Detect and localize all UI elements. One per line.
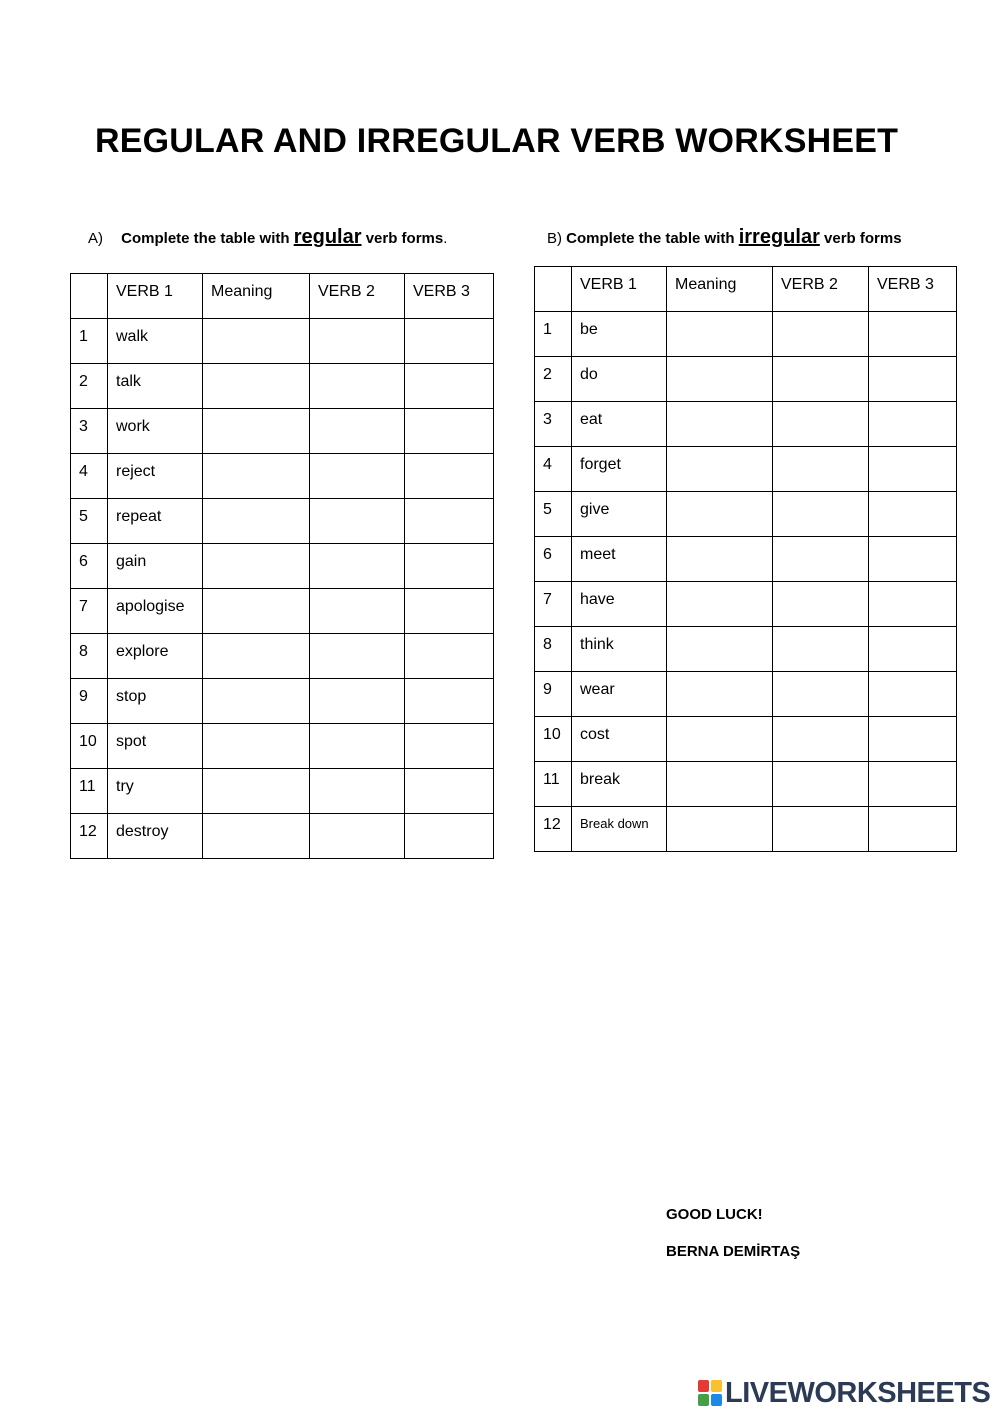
table-row <box>71 679 494 724</box>
meaning-answer-cell[interactable] <box>667 717 773 762</box>
verb2-answer-cell[interactable] <box>773 762 869 807</box>
meaning-answer-cell[interactable] <box>203 634 310 679</box>
section_b-header-number <box>535 267 572 312</box>
section_a-header-verb1: VERB 1 <box>108 274 203 319</box>
section_a-header-row <box>71 274 494 319</box>
verb3-answer-cell[interactable] <box>869 447 957 492</box>
table-row <box>535 627 957 672</box>
section_b-header-verb2: VERB 2 <box>773 267 869 312</box>
verb2-answer-cell[interactable] <box>773 447 869 492</box>
verb3-answer-cell[interactable] <box>405 724 494 769</box>
section_b-header-verb1: VERB 1 <box>572 267 667 312</box>
verb1-cell: have <box>572 582 667 627</box>
table-row <box>535 762 957 807</box>
table-row <box>535 447 957 492</box>
meaning-answer-cell[interactable] <box>667 447 773 492</box>
verb1-cell: try <box>108 769 203 814</box>
verb2-answer-cell[interactable] <box>310 724 405 769</box>
row-number: 9 <box>71 679 108 724</box>
verb1-cell: forget <box>572 447 667 492</box>
verb1-cell: break <box>572 762 667 807</box>
meaning-answer-cell[interactable] <box>667 627 773 672</box>
instruction-b-prefix: B) <box>547 230 562 247</box>
verb3-answer-cell[interactable] <box>405 814 494 859</box>
instruction-a-period: . <box>443 230 448 247</box>
table-row <box>535 807 957 852</box>
instruction-a-prefix: A) <box>88 230 103 247</box>
row-number: 10 <box>535 717 572 762</box>
section_b-header-verb3: VERB 3 <box>869 267 957 312</box>
table-row <box>535 582 957 627</box>
verb1-cell: stop <box>108 679 203 724</box>
verb1-cell: wear <box>572 672 667 717</box>
verb3-answer-cell[interactable] <box>869 492 957 537</box>
meaning-answer-cell[interactable] <box>667 807 773 852</box>
meaning-answer-cell[interactable] <box>667 357 773 402</box>
verb3-answer-cell[interactable] <box>869 357 957 402</box>
row-number: 3 <box>535 402 572 447</box>
verb3-answer-cell[interactable] <box>405 409 494 454</box>
table-row <box>535 537 957 582</box>
verb1-cell: be <box>572 312 667 357</box>
verb3-answer-cell[interactable] <box>405 589 494 634</box>
table-row <box>535 717 957 762</box>
instruction-a <box>88 226 447 249</box>
meaning-answer-cell[interactable] <box>203 724 310 769</box>
verb1-cell: give <box>572 492 667 537</box>
verb2-answer-cell[interactable] <box>310 769 405 814</box>
row-number: 6 <box>535 537 572 582</box>
verb3-answer-cell[interactable] <box>405 679 494 724</box>
verb3-answer-cell[interactable] <box>869 807 957 852</box>
instruction-a-keyword: regular <box>293 226 362 248</box>
verb1-cell: explore <box>108 634 203 679</box>
verb3-answer-cell[interactable] <box>405 454 494 499</box>
row-number: 9 <box>535 672 572 717</box>
verb3-answer-cell[interactable] <box>869 717 957 762</box>
meaning-answer-cell[interactable] <box>203 814 310 859</box>
verb2-answer-cell[interactable] <box>310 499 405 544</box>
instruction-b-text: Complete the table with <box>566 230 735 247</box>
meaning-answer-cell[interactable] <box>667 402 773 447</box>
verb1-cell: Break down <box>572 807 667 852</box>
verb2-answer-cell[interactable] <box>310 589 405 634</box>
verb1-cell: apologise <box>108 589 203 634</box>
verb1-cell: walk <box>108 319 203 364</box>
verb3-answer-cell[interactable] <box>869 762 957 807</box>
row-number: 1 <box>71 319 108 364</box>
table-row <box>535 312 957 357</box>
row-number: 11 <box>535 762 572 807</box>
table-row <box>535 402 957 447</box>
row-number: 4 <box>535 447 572 492</box>
verb2-answer-cell[interactable] <box>310 634 405 679</box>
verb3-answer-cell[interactable] <box>869 312 957 357</box>
verb2-answer-cell[interactable] <box>773 807 869 852</box>
meaning-answer-cell[interactable] <box>203 364 310 409</box>
instruction-b-keyword: irregular <box>738 226 820 248</box>
table-row <box>535 492 957 537</box>
row-number: 1 <box>535 312 572 357</box>
verb2-answer-cell[interactable] <box>310 679 405 724</box>
instruction-b <box>547 226 902 249</box>
row-number: 2 <box>535 357 572 402</box>
verb1-cell: think <box>572 627 667 672</box>
instruction-a-suffix: verb forms <box>365 230 444 247</box>
table-row <box>71 814 494 859</box>
table-row <box>71 409 494 454</box>
verb2-answer-cell[interactable] <box>773 672 869 717</box>
verb2-answer-cell[interactable] <box>773 537 869 582</box>
author-name: BERNA DEMİRTAŞ <box>666 1243 801 1260</box>
verb1-cell: destroy <box>108 814 203 859</box>
verb1-cell: do <box>572 357 667 402</box>
row-number: 12 <box>71 814 108 859</box>
table-row <box>71 364 494 409</box>
row-number: 8 <box>71 634 108 679</box>
meaning-answer-cell[interactable] <box>667 582 773 627</box>
meaning-answer-cell[interactable] <box>667 492 773 537</box>
meaning-answer-cell[interactable] <box>667 672 773 717</box>
row-number: 5 <box>535 492 572 537</box>
table-row <box>71 319 494 364</box>
verb3-answer-cell[interactable] <box>869 582 957 627</box>
verb1-cell: gain <box>108 544 203 589</box>
table-row <box>71 589 494 634</box>
table-row <box>71 769 494 814</box>
section_b-header-meaning: Meaning <box>667 267 773 312</box>
row-number: 8 <box>535 627 572 672</box>
verb2-answer-cell[interactable] <box>773 402 869 447</box>
verb3-answer-cell[interactable] <box>405 319 494 364</box>
table-row <box>71 634 494 679</box>
verb1-cell: cost <box>572 717 667 762</box>
good-luck-text: GOOD LUCK! <box>666 1206 763 1223</box>
table-row <box>71 724 494 769</box>
verb2-answer-cell[interactable] <box>310 814 405 859</box>
verb2-answer-cell[interactable] <box>310 544 405 589</box>
row-number: 11 <box>71 769 108 814</box>
verb3-answer-cell[interactable] <box>405 634 494 679</box>
row-number: 4 <box>71 454 108 499</box>
meaning-answer-cell[interactable] <box>203 769 310 814</box>
verb2-answer-cell[interactable] <box>310 319 405 364</box>
verb2-answer-cell[interactable] <box>773 627 869 672</box>
verb1-cell: meet <box>572 537 667 582</box>
liveworksheets-brand[interactable] <box>698 1376 990 1410</box>
regular-verb-table <box>70 273 494 859</box>
table-row <box>535 357 957 402</box>
verb3-answer-cell[interactable] <box>405 544 494 589</box>
verb1-cell: eat <box>572 402 667 447</box>
meaning-answer-cell[interactable] <box>667 537 773 582</box>
liveworksheets-wordmark: LIVEWORKSHEETS <box>725 1376 991 1409</box>
row-number: 3 <box>71 409 108 454</box>
worksheet-title: REGULAR AND IRREGULAR VERB WORKSHEET <box>95 122 899 160</box>
verb3-answer-cell[interactable] <box>405 769 494 814</box>
meaning-answer-cell[interactable] <box>203 499 310 544</box>
verb3-answer-cell[interactable] <box>869 537 957 582</box>
verb2-answer-cell[interactable] <box>773 582 869 627</box>
section_b-header-row <box>535 267 957 312</box>
meaning-answer-cell[interactable] <box>667 762 773 807</box>
meaning-answer-cell[interactable] <box>203 679 310 724</box>
verb1-cell: talk <box>108 364 203 409</box>
verb2-answer-cell[interactable] <box>773 717 869 762</box>
row-number: 2 <box>71 364 108 409</box>
table-row <box>535 672 957 717</box>
verb2-answer-cell[interactable] <box>773 357 869 402</box>
row-number: 12 <box>535 807 572 852</box>
table-row <box>71 499 494 544</box>
row-number: 7 <box>71 589 108 634</box>
meaning-answer-cell[interactable] <box>203 544 310 589</box>
verb2-answer-cell[interactable] <box>310 409 405 454</box>
verb1-cell: repeat <box>108 499 203 544</box>
table-row <box>71 454 494 499</box>
liveworksheets-logo-icon <box>698 1380 722 1406</box>
section_a-header-verb2: VERB 2 <box>310 274 405 319</box>
verb3-answer-cell[interactable] <box>869 672 957 717</box>
verb2-answer-cell[interactable] <box>773 312 869 357</box>
verb2-answer-cell[interactable] <box>310 364 405 409</box>
verb3-answer-cell[interactable] <box>405 364 494 409</box>
meaning-answer-cell[interactable] <box>203 319 310 364</box>
verb3-answer-cell[interactable] <box>869 402 957 447</box>
instruction-b-suffix: verb forms <box>824 230 902 247</box>
row-number: 7 <box>535 582 572 627</box>
section_a-header-number <box>71 274 108 319</box>
irregular-verb-table <box>534 266 957 852</box>
row-number: 5 <box>71 499 108 544</box>
row-number: 6 <box>71 544 108 589</box>
verb1-cell: reject <box>108 454 203 499</box>
verb1-cell: work <box>108 409 203 454</box>
meaning-answer-cell[interactable] <box>203 454 310 499</box>
meaning-answer-cell[interactable] <box>203 409 310 454</box>
verb2-answer-cell[interactable] <box>773 492 869 537</box>
row-number: 10 <box>71 724 108 769</box>
section_a-header-meaning: Meaning <box>203 274 310 319</box>
verb3-answer-cell[interactable] <box>405 499 494 544</box>
table-row <box>71 544 494 589</box>
meaning-answer-cell[interactable] <box>203 589 310 634</box>
section_a-header-verb3: VERB 3 <box>405 274 494 319</box>
verb2-answer-cell[interactable] <box>310 454 405 499</box>
verb1-cell: spot <box>108 724 203 769</box>
instruction-a-text: Complete the table with <box>121 230 290 247</box>
meaning-answer-cell[interactable] <box>667 312 773 357</box>
verb3-answer-cell[interactable] <box>869 627 957 672</box>
